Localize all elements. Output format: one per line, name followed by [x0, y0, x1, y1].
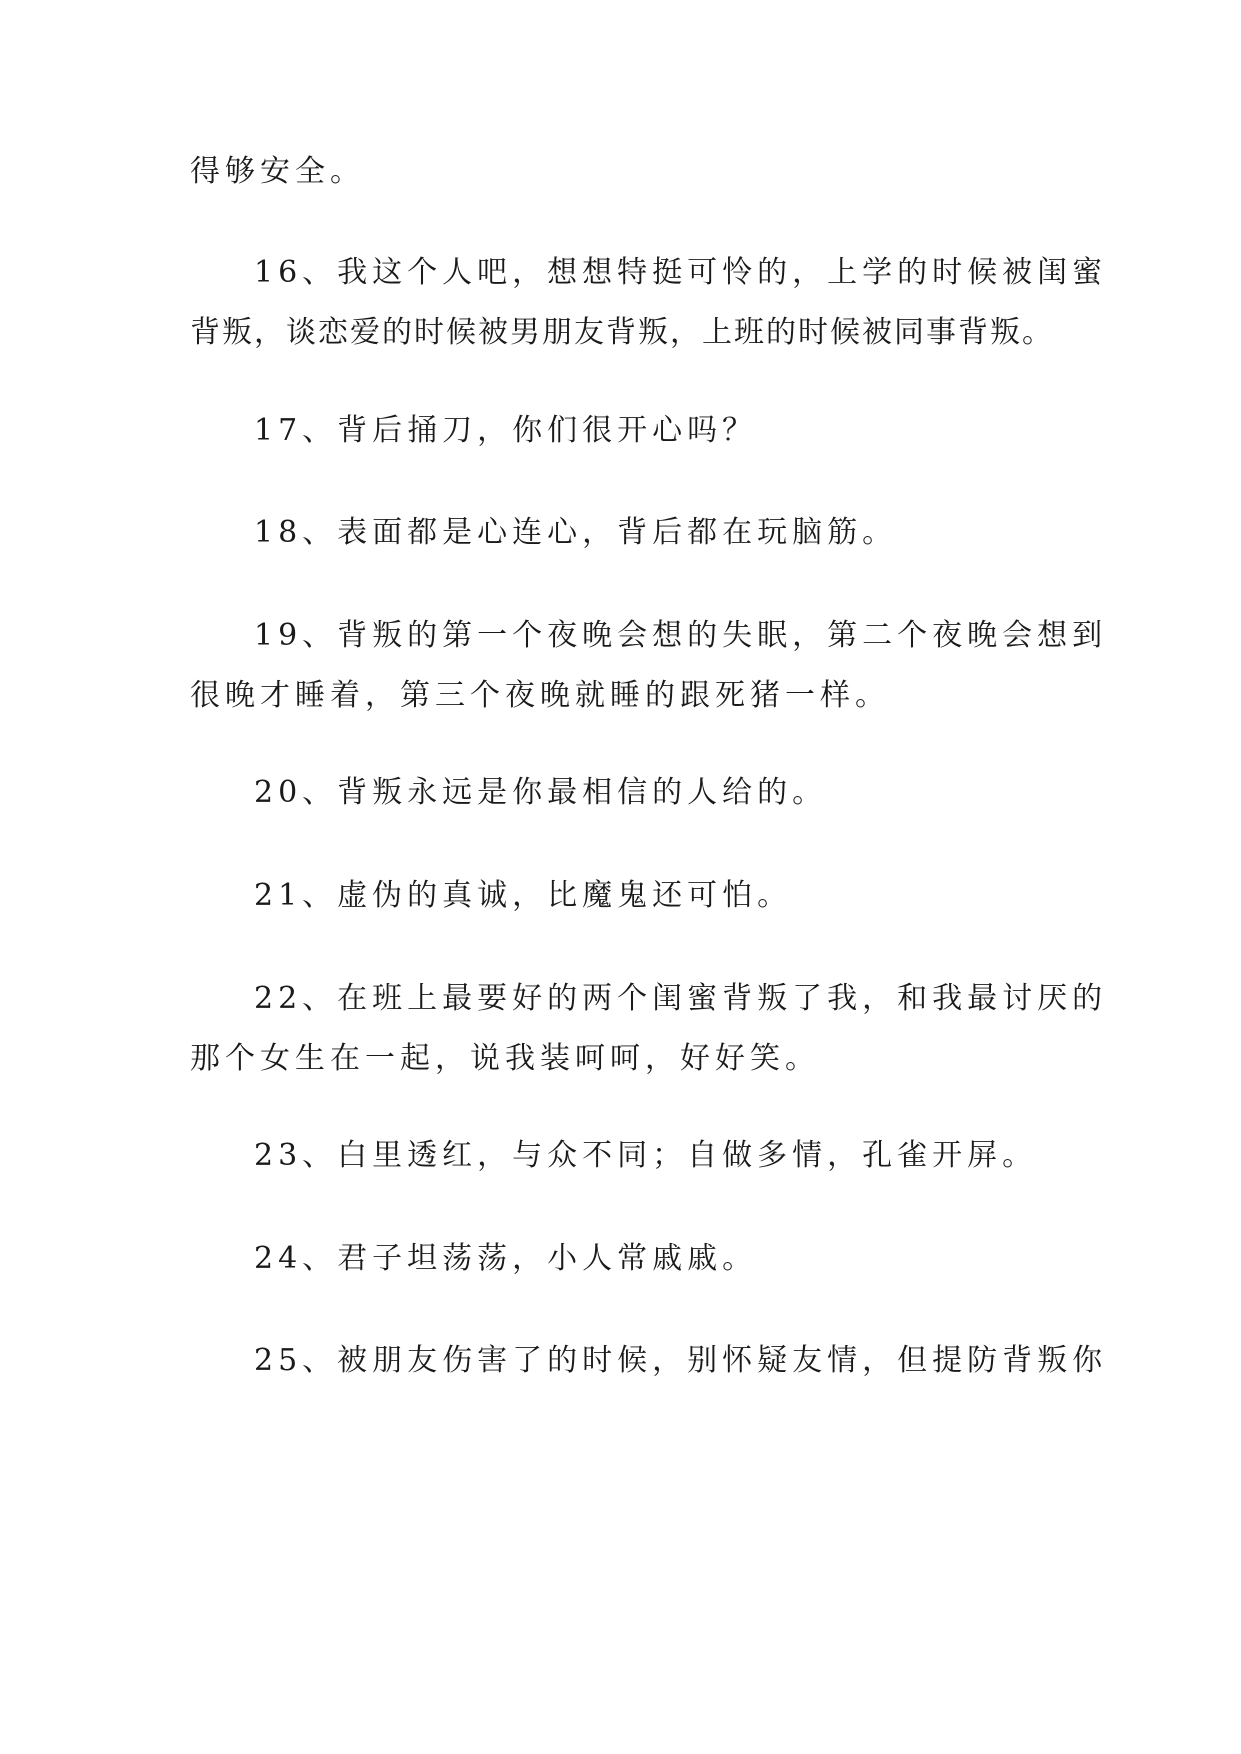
text-line: 那个女生在一起，说我装呵呵，好好笑。	[190, 1041, 820, 1076]
text-line: 19、背叛的第一个夜晚会想的失眠，第二个夜晚会想到	[254, 618, 1108, 653]
text-line: 23、白里透红，与众不同；自做多情，孔雀开屏。	[254, 1138, 1038, 1173]
paragraph-16	[190, 243, 1108, 363]
text-line: 24、君子坦荡荡，小人常戚戚。	[254, 1241, 758, 1276]
paragraph-22	[190, 969, 1108, 1089]
paragraph-15-continuation	[190, 142, 1060, 202]
text-line: 21、虚伪的真诚，比魔鬼还可怕。	[254, 878, 793, 913]
paragraph-25	[190, 1331, 1108, 1391]
paragraph-20	[190, 763, 1060, 823]
text-line: 17、背后捅刀，你们很开心吗？	[254, 413, 758, 448]
text-line: 很晚才睡着，第三个夜晚就睡的跟死猪一样。	[190, 678, 890, 713]
paragraph-23	[190, 1126, 1060, 1186]
text-line: 25、被朋友伤害了的时候，别怀疑友情，但提防背叛你	[254, 1343, 1108, 1378]
paragraph-21	[190, 866, 1060, 926]
text-line: 16、我这个人吧，想想特挺可怜的，上学的时候被闺蜜	[254, 255, 1108, 290]
paragraph-18	[190, 503, 1060, 563]
text-line: 得够安全。	[190, 154, 365, 189]
text-line: 20、背叛永远是你最相信的人给的。	[254, 775, 828, 810]
text-line: 22、在班上最要好的两个闺蜜背叛了我，和我最讨厌的	[254, 981, 1108, 1016]
paragraph-17	[190, 401, 1060, 461]
paragraph-24	[190, 1229, 1060, 1289]
text-line: 18、表面都是心连心，背后都在玩脑筋。	[254, 515, 898, 550]
paragraph-19	[190, 606, 1108, 726]
text-line: 背叛，谈恋爱的时候被男朋友背叛，上班的时候被同事背叛。	[190, 315, 1054, 350]
